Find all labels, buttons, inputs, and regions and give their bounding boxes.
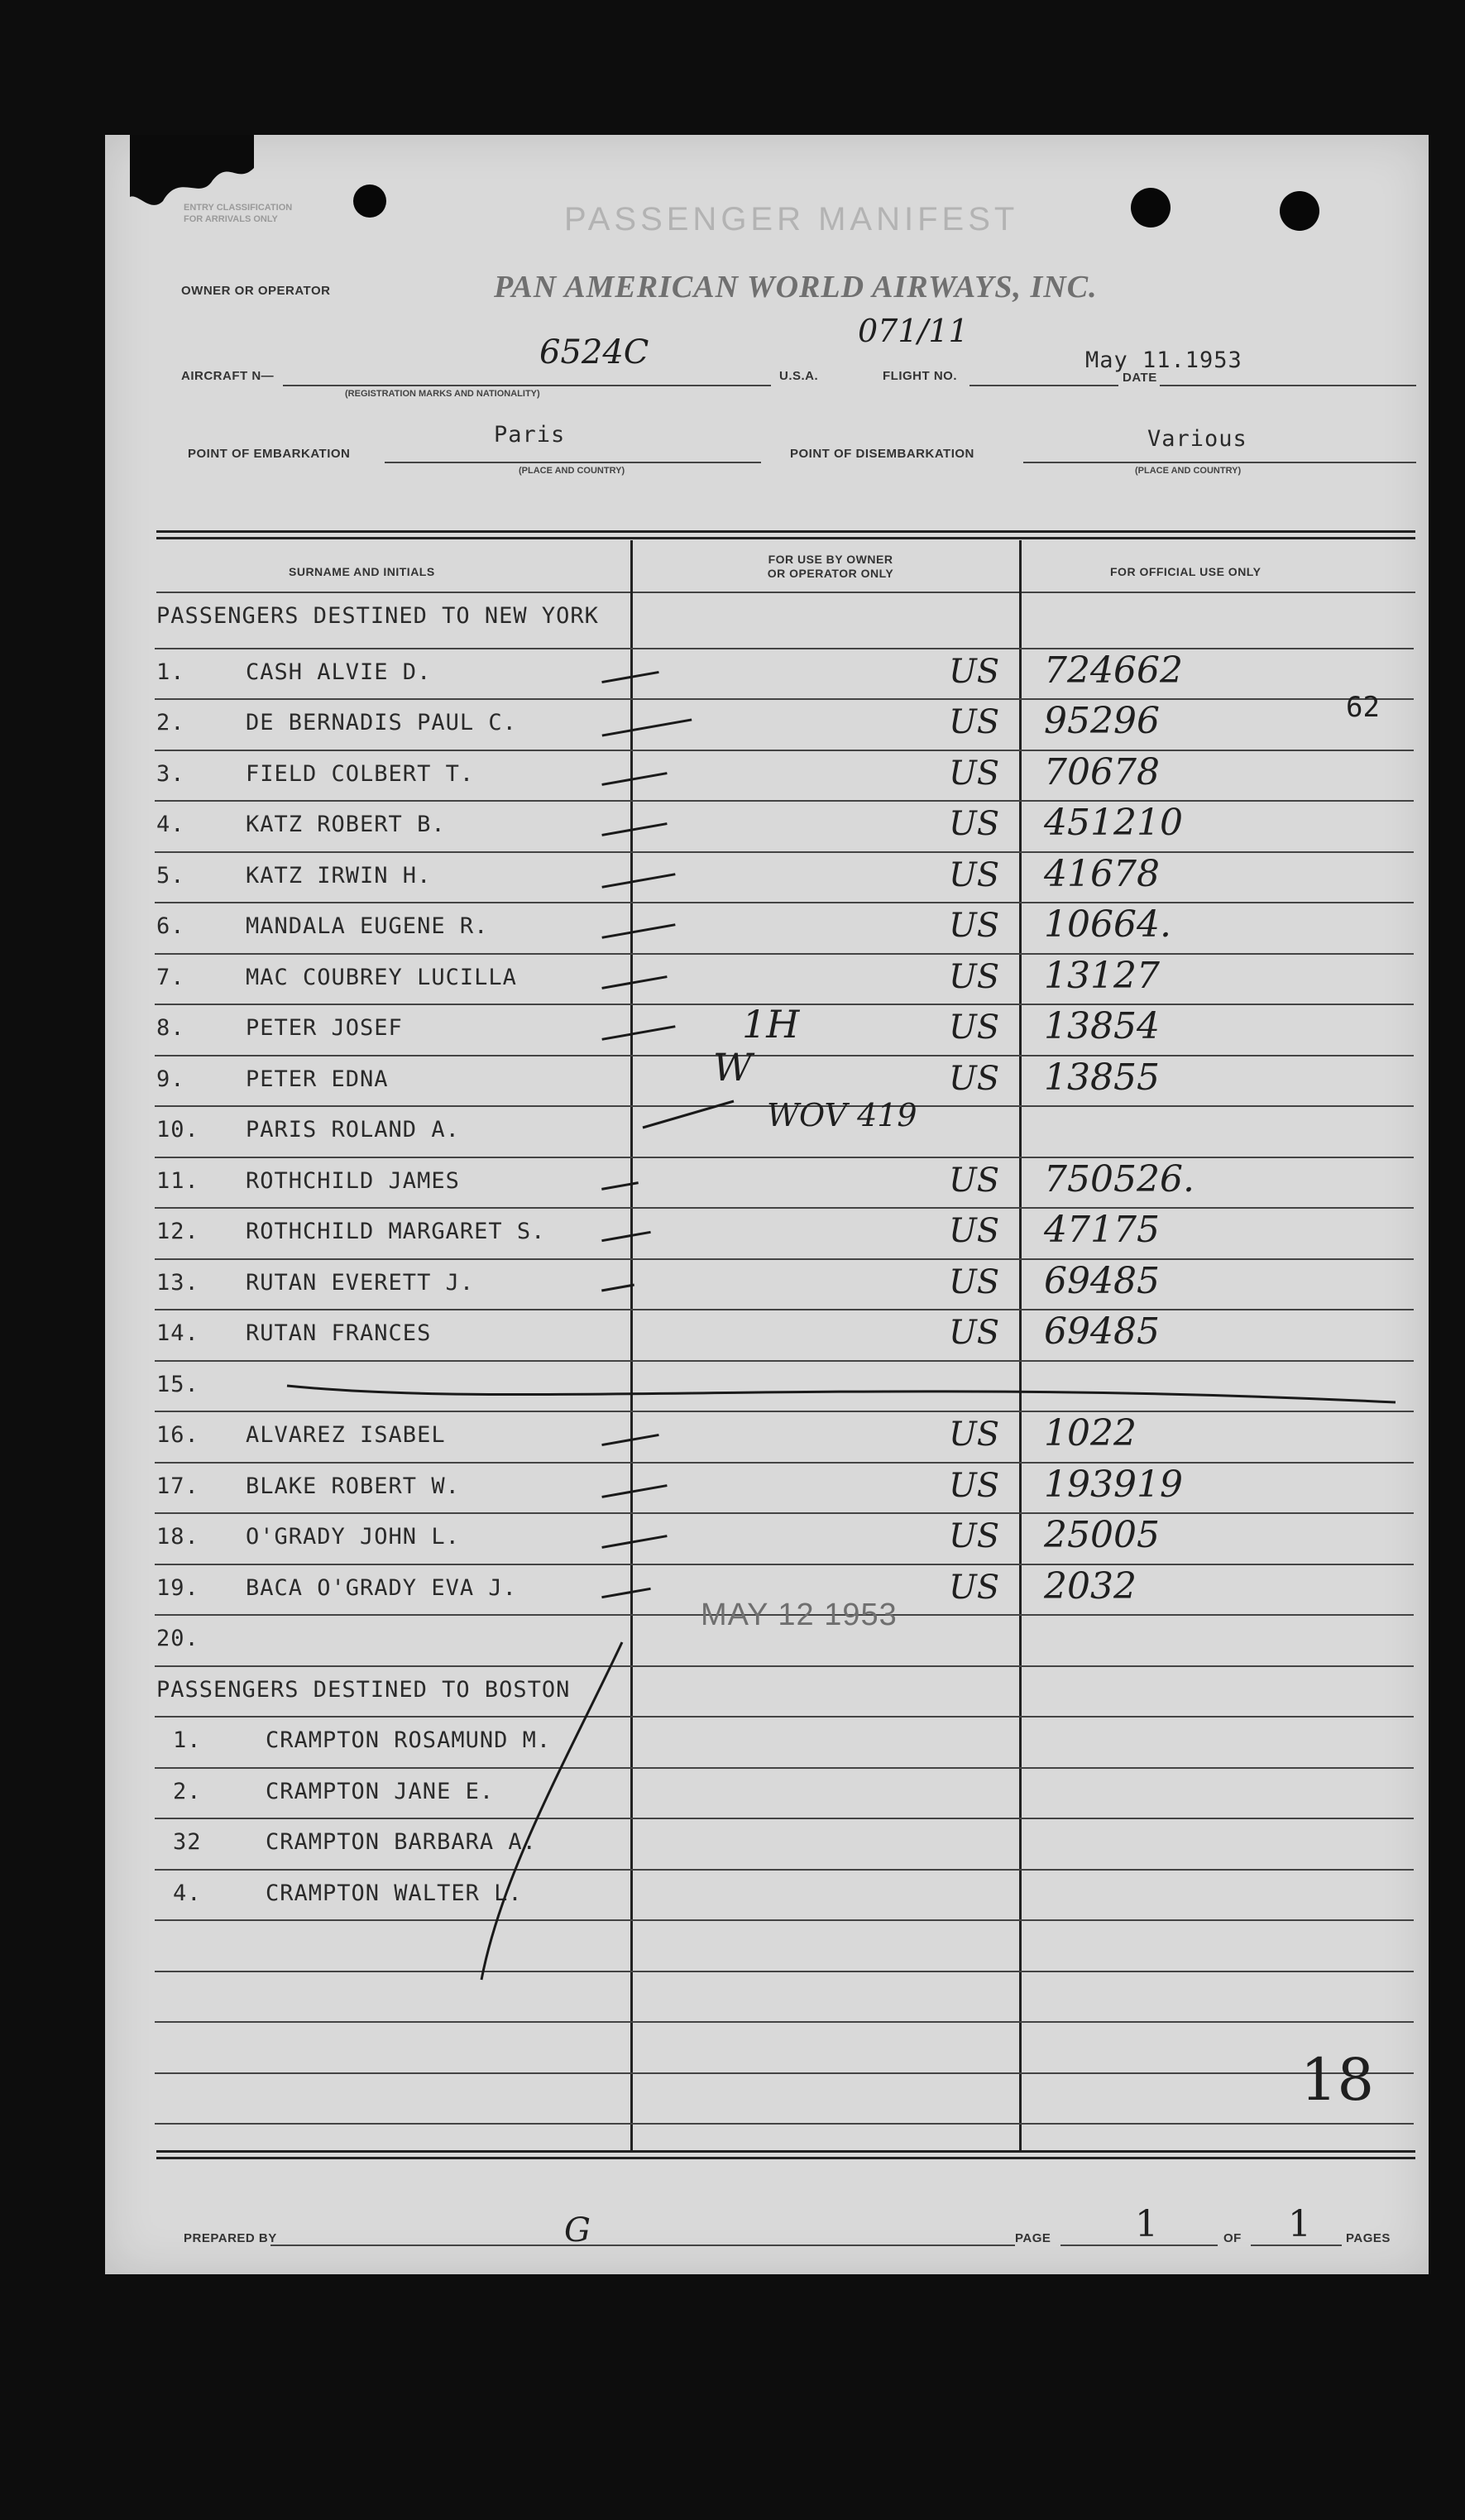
row-number: 18. (156, 1524, 199, 1550)
table-bottom-rule-2 (156, 2157, 1415, 2159)
embark-value: Paris (494, 422, 566, 448)
of-underline (1251, 2245, 1342, 2246)
embark-label: POINT OF EMBARKATION (188, 447, 351, 461)
manifest-sheet (105, 135, 1429, 2274)
disembark-sub: (PLACE AND COUNTRY) (1135, 466, 1242, 476)
passenger-name: FIELD COLBERT T. (246, 760, 475, 787)
flight-value: 071/11 (858, 313, 969, 349)
of-label: OF (1223, 2231, 1242, 2245)
page-underline (1060, 2245, 1218, 2246)
passenger-name: RUTAN EVERETT J. (246, 1269, 475, 1296)
col-owner-header-2: OR OPERATOR ONLY (767, 567, 894, 580)
boston-row-number: 2. (173, 1778, 202, 1804)
official-number: 10664. (1044, 903, 1171, 946)
nationality: US (949, 1568, 1000, 1607)
col-surname-header: SURNAME AND INITIALS (289, 565, 435, 578)
col-official-header: FOR OFFICIAL USE ONLY (1110, 565, 1262, 578)
row-number: 11. (156, 1167, 199, 1194)
passenger-name: RUTAN FRANCES (246, 1320, 432, 1346)
official-number: 724662 (1044, 649, 1183, 692)
row10-note: WOV 419 (767, 1097, 917, 1133)
of-value: 1 (1288, 2203, 1311, 2245)
page-label: PAGE (1015, 2231, 1051, 2245)
nationality: US (949, 1466, 1000, 1505)
boston-passenger-name: CRAMPTON ROSAMUND M. (266, 1727, 552, 1753)
official-number: 2032 (1044, 1564, 1137, 1607)
table-bottom-rule (156, 2150, 1415, 2153)
official-number: 193919 (1044, 1463, 1183, 1506)
row-number: 1. (156, 659, 185, 685)
nationality: US (949, 652, 1000, 691)
prepared-value: G (564, 2211, 591, 2249)
pages-label: PAGES (1346, 2231, 1391, 2245)
official-number: 25005 (1044, 1514, 1160, 1556)
official-number: 41678 (1044, 852, 1160, 895)
row-number: 7. (156, 964, 185, 990)
section-heading-new-york: PASSENGERS DESTINED TO NEW YORK (156, 603, 599, 629)
disembark-value: Various (1147, 426, 1247, 452)
row-number: 20. (156, 1626, 199, 1651)
boston-passenger-name: CRAMPTON BARBARA A. (266, 1829, 537, 1855)
row-number: 12. (156, 1219, 199, 1244)
disembark-label: POINT OF DISEMBARKATION (790, 447, 974, 461)
passenger-name: ROTHCHILD JAMES (246, 1167, 460, 1194)
aircraft-value: 6524C (539, 333, 649, 371)
row-number: 2. (156, 710, 185, 735)
official-number: 69485 (1044, 1310, 1160, 1353)
nationality: US (949, 957, 1000, 996)
stamp-line-2: FOR ARRIVALS ONLY (184, 214, 278, 224)
nationality: US (949, 1314, 1000, 1352)
passenger-name: BACA O'GRADY EVA J. (246, 1574, 517, 1601)
aircraft-label: AIRCRAFT N— (181, 369, 275, 383)
nationality: US (949, 1161, 1000, 1200)
boston-row-number: 32 (173, 1829, 202, 1855)
nationality: US (949, 805, 1000, 843)
date-label: DATE (1123, 371, 1157, 385)
date-stamp: MAY 12 1953 (701, 1598, 898, 1632)
row-number: 10. (156, 1117, 199, 1143)
row-number: 5. (156, 862, 185, 889)
boston-row-number: 1. (173, 1727, 202, 1753)
passenger-name: PETER EDNA (246, 1066, 389, 1092)
row-number: 19. (156, 1574, 199, 1601)
row-number: 6. (156, 913, 185, 939)
official-number: 750526. (1044, 1157, 1195, 1200)
page-value: 1 (1135, 2203, 1158, 2245)
nationality: US (949, 1008, 1000, 1047)
nationality: US (949, 703, 1000, 741)
passenger-name: MANDALA EUGENE R. (246, 913, 489, 939)
nationality: US (949, 1416, 1000, 1454)
row10-strike (643, 1101, 734, 1128)
official-number: 70678 (1044, 750, 1160, 793)
passenger-name: O'GRADY JOHN L. (246, 1524, 460, 1550)
passenger-name: PETER JOSEF (246, 1015, 403, 1041)
row-number: 17. (156, 1473, 199, 1499)
row-number: 13. (156, 1269, 199, 1296)
boston-row-number: 4. (173, 1880, 202, 1906)
nationality: US (949, 1059, 1000, 1098)
official-number: 13855 (1044, 1056, 1160, 1099)
embark-sub: (PLACE AND COUNTRY) (519, 466, 625, 476)
official-number: 451210 (1044, 802, 1183, 844)
boston-diagonal-strike (481, 1642, 622, 1980)
row9-mark: W (713, 1045, 753, 1090)
passenger-name: BLAKE ROBERT W. (246, 1473, 460, 1499)
row-number: 8. (156, 1015, 185, 1041)
official-number: 13854 (1044, 1005, 1160, 1047)
row-number: 15. (156, 1371, 199, 1397)
row-number: 4. (156, 812, 185, 837)
row-number: 3. (156, 760, 185, 787)
official-number: 69485 (1044, 1259, 1160, 1302)
boston-passenger-name: CRAMPTON WALTER L. (266, 1880, 523, 1906)
row-number: 16. (156, 1422, 199, 1448)
row-number: 14. (156, 1320, 199, 1346)
flight-label: FLIGHT NO. (883, 369, 957, 383)
owner-name: PAN AMERICAN WORLD AIRWAYS, INC. (494, 270, 1098, 304)
passenger-name: CASH ALVIE D. (246, 659, 432, 685)
manifest-title: PASSENGER MANIFEST (564, 201, 1019, 237)
side-number-note: 62 (1346, 691, 1380, 724)
section-heading-boston: PASSENGERS DESTINED TO BOSTON (156, 1676, 571, 1703)
passenger-name: KATZ ROBERT B. (246, 812, 446, 837)
aircraft-sub: (REGISTRATION MARKS AND NATIONALITY) (345, 389, 540, 399)
pen-strokes (105, 135, 1429, 2274)
nationality: US (949, 1262, 1000, 1301)
page-count-note: 18 (1300, 2046, 1375, 2114)
nationality: US (949, 754, 1000, 793)
usa-label: U.S.A. (779, 369, 819, 383)
passenger-name: KATZ IRWIN H. (246, 862, 432, 889)
nationality: US (949, 907, 1000, 945)
passenger-name: PARIS ROLAND A. (246, 1117, 460, 1143)
passenger-name: ALVAREZ ISABEL (246, 1422, 446, 1448)
official-number: 13127 (1044, 954, 1160, 997)
owner-label: OWNER OR OPERATOR (181, 284, 331, 298)
passenger-name: ROTHCHILD MARGARET S. (246, 1219, 546, 1244)
date-value: May 11.1953 (1085, 347, 1242, 373)
passenger-name: MAC COUBREY LUCILLA (246, 964, 517, 990)
nationality: US (949, 1212, 1000, 1250)
official-number: 47175 (1044, 1209, 1160, 1251)
official-number: 95296 (1044, 700, 1160, 742)
nationality: US (949, 1517, 1000, 1555)
passenger-name: DE BERNADIS PAUL C. (246, 710, 517, 735)
prepared-underline (270, 2245, 1015, 2246)
nationality: US (949, 855, 1000, 894)
prepared-label: PREPARED BY (184, 2231, 277, 2245)
row8-mark: 1H (742, 1002, 800, 1047)
row-number: 9. (156, 1066, 185, 1092)
col-owner-header-1: FOR USE BY OWNER (768, 553, 893, 566)
row15-wavy-strike (287, 1386, 1396, 1402)
official-number: 1022 (1044, 1412, 1137, 1454)
boston-passenger-name: CRAMPTON JANE E. (266, 1778, 495, 1804)
stamp-line-1: ENTRY CLASSIFICATION (184, 203, 293, 213)
